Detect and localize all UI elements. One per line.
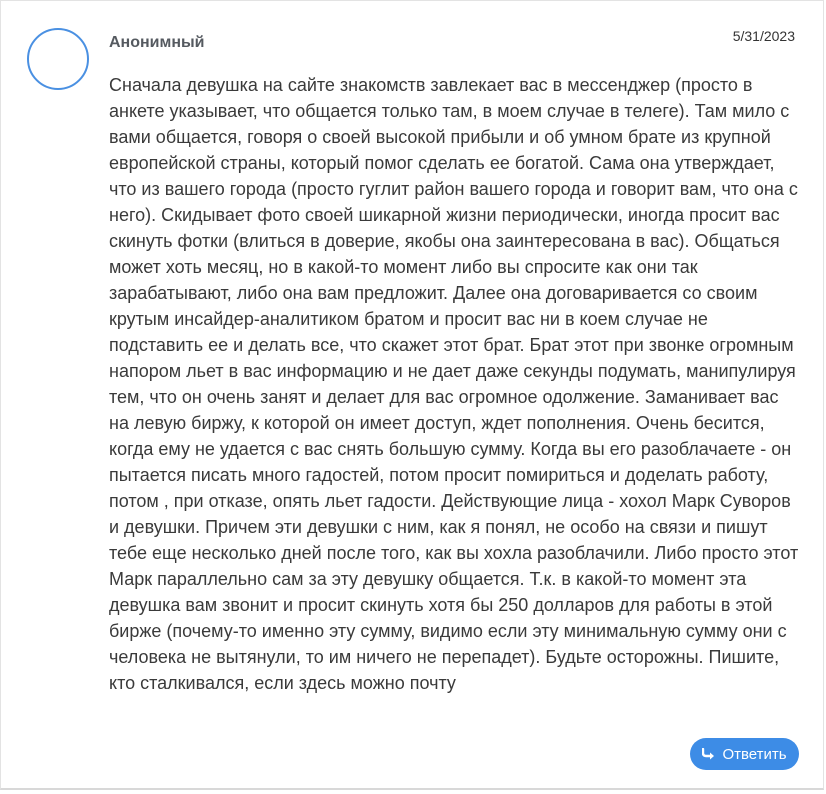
reply-arrow-icon bbox=[702, 748, 716, 760]
comment-author: Анонимный bbox=[109, 34, 205, 51]
comment-date: 5/31/2023 bbox=[732, 28, 795, 44]
reply-button-label: Ответить bbox=[722, 745, 787, 763]
reply-button[interactable] bbox=[690, 738, 799, 770]
avatar bbox=[27, 28, 89, 90]
comment-text: Сначала девушка на сайте знакомств завлекает вас в мессенджер (просто в анкете указывает, что общается только там, в моем случае в телеге). Там мило с вами общается, говоря о своей высокой прибыли и об умном брате из крупной европейской страны, который помог сделать ее богатой. Сама она утверждает, что из вашего города (просто гуглит район вашего города и говорит вам, что она с него). Скидывает фото своей шикарной жизни периодически, иногда просит вас скинуть фотки (влиться в доверие, якобы она заинтересована в вас). Общаться может хоть месяц, но в какой-то момент либо вы спросите как они так зарабатывают, либо она вам предложит. Далее она договаривается со своим крутым инсайдер-аналитиком братом и просит вас ни в коем случае не подставить ее и делать все, что скажет этот брат. Брат этот при звонке огромным напором льет в вас информацию и не дает даже секунды подумать, манипулируя тем, что он очень занят и делает для вас огромное одолжение. Заманивает вас на левую биржу, к которой он имеет доступ, ждет пополнения. Очень бесится, когда ему не удается с вас снять большую сумму. Когда вы его разоблачаете - он пытается писать много гадостей, потом просит помириться и доделать работу, потом , при отказе, опять льет гадости. Действующие лица - хохол Марк Суворов и девушки. Причем эти девушки с ним, как я понял, не особо на связи и пишут тебе еще несколько дней после того, как вы хохла разоблачили. Либо просто этот Марк параллельно сам за эту девушку общается. Т.к. в какой-то момент эта девушка вам звонит и просит скинуть хотя бы 250 долларов для работы в этой бирже (почему-то именно эту сумму, видимо если эту минимальную сумму они с человека не вытянули, то им ничего не перепадет). Будьте осторожны. Пишите, кто сталкивался, если здесь можно почту bbox=[109, 75, 799, 693]
